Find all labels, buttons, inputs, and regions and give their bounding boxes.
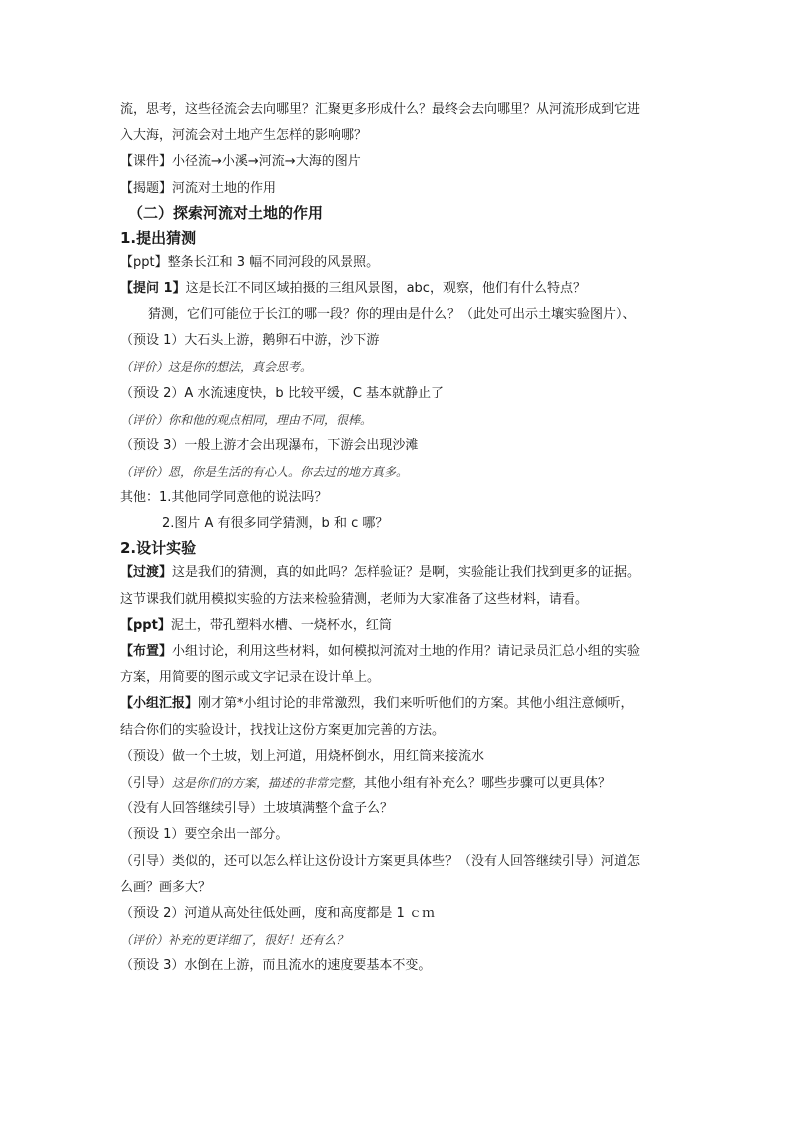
subsection-heading: 2.设计实验 <box>120 539 197 558</box>
ppt-line: 【ppt】泥土，带孔塑料水槽、一烧杯水，红筒 <box>120 617 392 633</box>
guide-line: （引导）类似的，还可以怎么样让这份设计方案更具体些？（没有人回答继续引导）河道怎 <box>120 853 641 869</box>
tag-label: 【ppt】 <box>120 254 168 270</box>
topic-line: 【揭题】河流对土地的作用 <box>120 180 277 196</box>
preset-line: （预设）做一个土坡，划上河道，用烧杯倒水，用红筒来接流水 <box>120 748 485 764</box>
paragraph-line: 结合你们的实验设计，找找让这份方案更加完善的方法。 <box>120 722 446 738</box>
other-line: 其他：1.其他同学同意他的说法吗？ <box>120 490 328 506</box>
preset-line: （预设 1）大石头上游，鹅卵石中游，沙下游 <box>120 333 380 349</box>
question-line: 【提问 1】这是长江不同区域拍摄的三组风景图，abc，观察，他们有什么特点？ <box>120 280 586 296</box>
preset-line: （预设 3）水倒在上游，而且流水的速度要基本不变。 <box>120 958 432 974</box>
evaluation-line: （评价）你和他的观点相同，理由不同，很棒。 <box>120 412 373 427</box>
preset-line: （预设 3）一般上游才会出现瀑布，下游会出现沙滩 <box>120 437 419 453</box>
subsection-heading: 1.提出猜测 <box>120 228 197 247</box>
other-line: 2.图片 A 有很多同学猜测，b 和 c 哪？ <box>162 516 389 532</box>
report-line: 【小组汇报】刚才第*小组讨论的非常激烈，我们来听听他们的方案。其他小组注意倾听， <box>120 696 634 712</box>
document-body <box>120 101 690 983</box>
assign-line: 【布置】小组讨论，利用这些材料，如何模拟河流对土地的作用？请记录员汇总小组的实验 <box>120 644 641 659</box>
guide-line: （引导）这是你们的方案，描述的非常完整，其他小组有补充么？哪些步骤可以更具体？ <box>120 775 612 791</box>
evaluation-line: （评价）补充的更详细了，很好！还有么？ <box>120 933 349 948</box>
tag-label: 【课件】 <box>120 154 173 170</box>
preset-line: （预设 2）河道从高处往低处画，度和高度都是 1 ｃｍ <box>120 905 435 921</box>
paragraph-line: 流，思考，这些径流会去向哪里？汇聚更多形成什么？最终会去向哪里？从河流形成到它进 <box>120 102 641 117</box>
tag-label: 【提问 1】 <box>120 280 186 296</box>
tag-label: 【过渡】 <box>120 565 173 581</box>
evaluation-line: （评价）这是你的想法，真会思考。 <box>120 360 313 375</box>
tag-label: 【小组汇报】 <box>120 696 199 712</box>
paragraph-line: 猜测，它们可能位于长江的哪一段？你的理由是什么？（此处可出示土壤实验图片）、 <box>148 306 636 322</box>
preset-line: （预设 1）要空余出一部分。 <box>120 827 289 843</box>
paragraph-line: 这节课我们就用模拟实验的方法来检验猜测，老师为大家准备了这些材料，请看。 <box>120 591 589 607</box>
guide-line: （没有人回答继续引导）土坡填满整个盒子么？ <box>120 801 394 817</box>
paragraph-line: 方案，用简要的图示或文字记录在设计单上。 <box>120 670 381 686</box>
paragraph-line: 入大海，河流会对土地产生怎样的影响哪？ <box>120 128 368 144</box>
tag-label: 【揭题】 <box>120 180 173 196</box>
paragraph-line: 么画？画多大？ <box>120 879 212 895</box>
courseware-line: 【课件】小径流→小溪→河流→大海的图片 <box>120 154 361 170</box>
evaluation-line: （评价）恩，你是生活的有心人。你去过的地方真多。 <box>120 465 409 480</box>
ppt-line: 【ppt】整条长江和 3 幅不同河段的风景照。 <box>120 254 380 270</box>
tag-label: 【ppt】 <box>120 617 171 633</box>
section-heading: （二）探索河流对土地的作用 <box>128 203 324 222</box>
preset-line: （预设 2）A 水流速度快，b 比较平缓，C 基本就静止了 <box>120 385 445 401</box>
transition-line: 【过渡】这是我们的猜测，真的如此吗？怎样验证？是啊，实验能让我们找到更多的证据。 <box>120 565 641 581</box>
tag-label: 【布置】 <box>120 644 173 659</box>
